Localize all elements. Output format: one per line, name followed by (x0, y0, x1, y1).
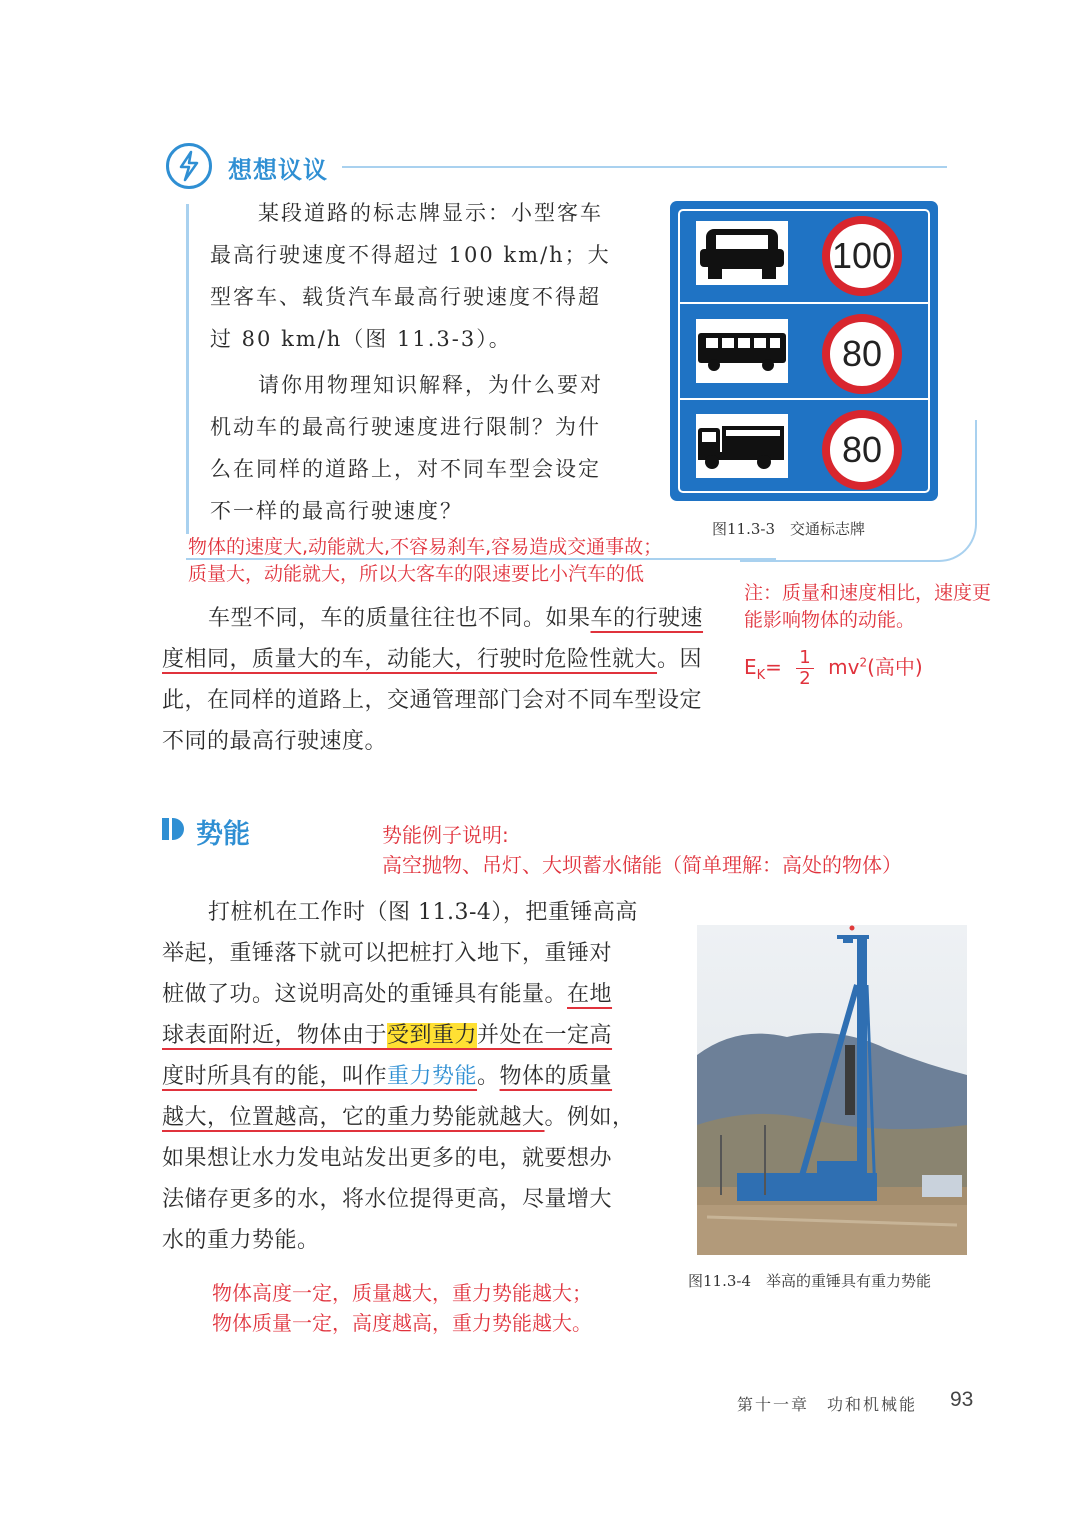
side-note (744, 580, 991, 634)
discuss-text (210, 192, 630, 532)
truck-icon (696, 414, 788, 478)
speed-limit-80-bus: 80 (822, 314, 902, 394)
discuss-line: 请你用物理知识解释，为什么要对 (258, 373, 603, 397)
side-note-line: 能影响物体的动能。 (744, 609, 916, 631)
paragraph-2: 打桩机在工作时（图 11.3-4），把重锤高高 举起，重锤落下就可以把桩打入地下，重锤对 桩做了功。这说明高处的重锤具有能量。在地 球表面附近，物体由于受到重力并处在一定高 度时所具有的能，叫作重力势能。物体的质量 越大，位置越高，它的重力势能就越大。例如， 如果想让水力发电站发出更多的电，就要想办 法储存更多的水，将水位提得更高，尽量增大 水的重力势能。 (162, 900, 638, 1253)
potential-examples-note: 势能例子说明: 高空抛物、吊灯、大坝蓄水储能（简单理解：高处的物体） (382, 823, 902, 877)
speed-limit-80-truck: 80 (822, 410, 902, 490)
section-title: 势能 (196, 819, 250, 850)
bus-icon (696, 319, 788, 383)
car-icon (696, 221, 788, 285)
section-marker-arc (172, 818, 184, 840)
sign-caption: 图11.3-3 交通标志牌 (712, 520, 866, 538)
photo-caption: 图11.3-4 举高的重锤具有重力势能 (688, 1272, 932, 1290)
speed-limit-100: 100 (822, 216, 902, 296)
side-note-line: 注：质量和速度相比，速度更 (744, 582, 992, 604)
answer-line: 质量大，动能就大，所以大客车的限速要比小汽车的低 (188, 563, 645, 585)
discuss-line: 某段道路的标志牌显示：小型客车 (258, 201, 603, 225)
think-discuss-icon (166, 143, 212, 189)
discuss-line: 型客车、载货汽车最高行驶速度不得超 (210, 285, 601, 309)
discuss-line: 过 80 km/h（图 11.3-3）。 (210, 327, 512, 351)
answer-line: 物体的速度大,动能就大,不容易刹车,容易造成交通事故； (188, 536, 663, 558)
traffic-sign (670, 201, 938, 501)
discuss-title: 想想议议 (228, 156, 328, 184)
pile-driver-photo (697, 925, 967, 1255)
chapter-label: 第十一章 功和机械能 (737, 1395, 918, 1414)
paragraph-1: 车型不同，车的质量往往也不同。如果车的行驶速 度相同，质量大的车，动能大，行驶时危险性就大。因 此，在同样的道路上，交通管理部门会对不同车型设定 不同的最高行驶速度。 (162, 606, 704, 754)
discuss-line: 最高行驶速度不得超过 100 km/h；大 (210, 243, 611, 267)
kinetic-energy-formula: $E_K=$ $\frac{1}{2}$ $mv^2$(高中) (744, 647, 923, 689)
answer-note (188, 534, 662, 588)
section-marker (162, 818, 169, 840)
box-left-border (186, 204, 189, 534)
discuss-line: 机动车的最高行驶速度进行限制？为什 (210, 415, 601, 439)
potential-energy-note: 物体高度一定，质量越大，重力势能越大； 物体质量一定，高度越高，重力势能越大。 (212, 1281, 592, 1335)
discuss-line: 么在同样的道路上，对不同车型会设定 (210, 457, 601, 481)
header-rule (342, 166, 947, 168)
discuss-line: 不一样的最高行驶速度？ (210, 499, 463, 523)
page-number: 93 (950, 1388, 974, 1411)
